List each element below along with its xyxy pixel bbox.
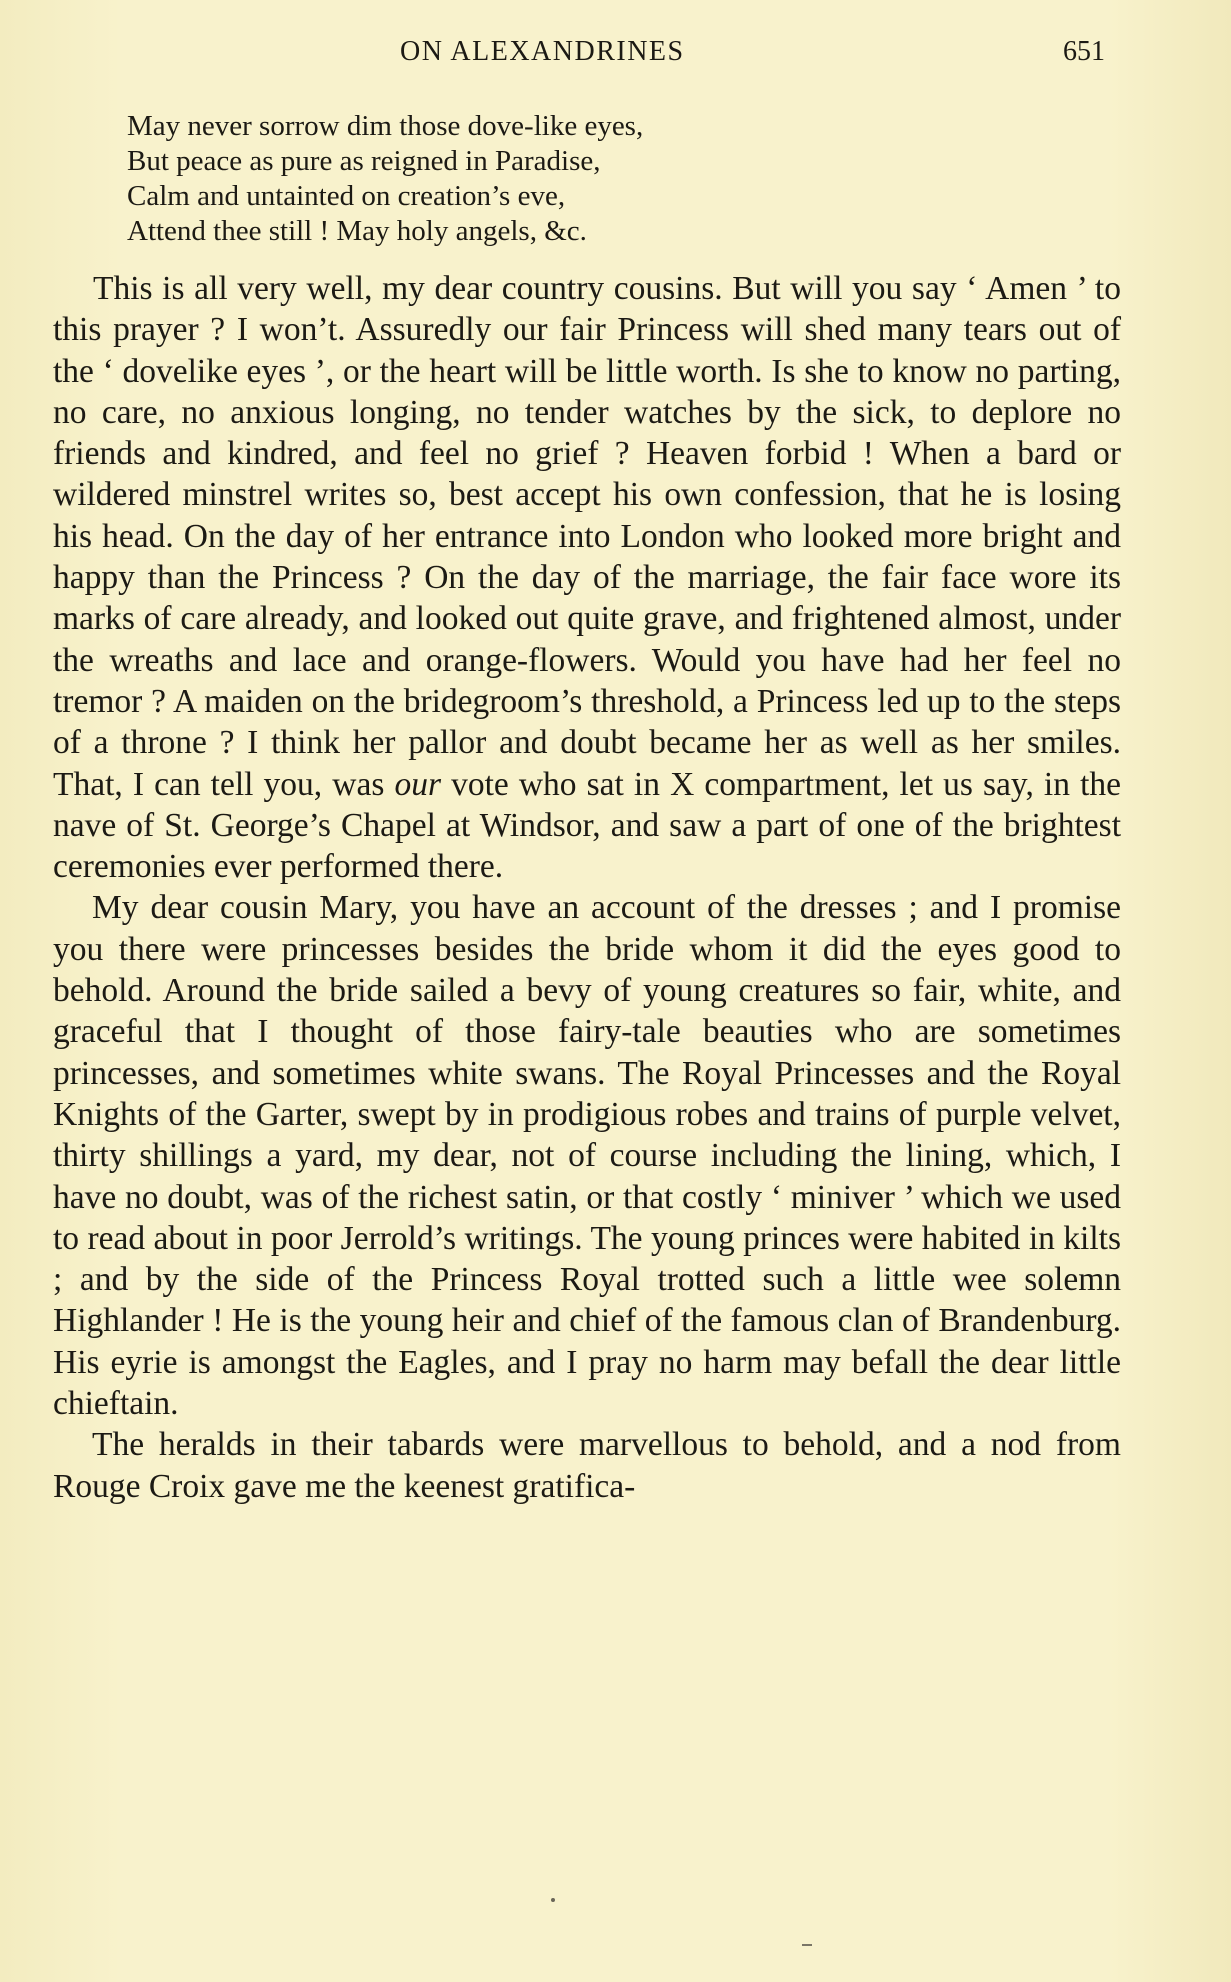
verse-line: But peace as pure as reigned in Paradise, bbox=[127, 145, 601, 177]
print-speck bbox=[802, 1944, 812, 1946]
verse-line: May never sorrow dim those dove-like eyes, bbox=[127, 110, 644, 142]
print-speck bbox=[551, 1898, 555, 1902]
page-number: 651 bbox=[1063, 36, 1105, 67]
verse-quotation bbox=[127, 109, 643, 249]
paragraph bbox=[53, 268, 1121, 887]
paragraph-text: This is all very well, my dear country cousins. But will you say ‘ Amen ’ to this prayer ? I won’t. Assuredly our fair Princess will shed many tears out of the ‘ dovelike eyes ’, or the heart will be little worth. Is she to know no parting, no care, no anxious longing, no tender watches by the sick, to deplore no friends and kindred, and feel no grief ? Heaven forbid ! When a bard or wildered minstrel writes so, best accept his own confession, that he is losing his head. On the day of her entrance into London who looked more bright and happy than the Princess ? On the day of the marriage, the fair face wore its marks of care already, and looked out quite grave, and frightened almost, under the wreaths and lace and orange-flowers. Would you have had her feel no tremor ? A maiden on the bridegroom’s threshold, a Princess led up to the steps of a throne ? I think her pallor and doubt became her as well as her smiles. That, I can tell you, was bbox=[53, 270, 1121, 803]
paragraph: My dear cousin Mary, you have an account of the dresses ; and I promise you there were princesses besides the bride whom it did the eyes good to behold. Around the bride sailed a bevy of young creatures so fair, white, and graceful that I thought of those fairy-tale beauties who are sometimes princesses, and sometimes white swans. The Royal Princesses and the Royal Knights of the Garter, swept by in prodigious robes and trains of purple velvet, thirty shillings a yard, my dear, not of course including the lining, which, I have no doubt, was of the richest satin, or that costly ‘ miniver ’ which we used to read about in poor Jerrold’s writings. The young princes were habited in kilts ; and by the side of the Princess Royal trotted such a little wee solemn Highlander ! He is the young heir and chief of the famous clan of Brandenburg. His eyrie is amongst the Eagles, and I pray no harm may befall the dear little chieftain. bbox=[53, 889, 1121, 1423]
verse-line: Attend thee still ! May holy angels, &c. bbox=[127, 215, 587, 247]
paragraph-text: vote who sat in X compartment, let us say, in the nave of St. George’s Chapel at Windsor, and saw a part of one of the brightest ceremonies ever performed there. bbox=[53, 765, 1121, 886]
emphasis-text: our bbox=[394, 765, 441, 803]
running-title: ON ALEXANDRINES bbox=[400, 36, 685, 67]
paragraph: The heralds in their tabards were marvellous to behold, and a nod from Rouge Croix gave me the keenest gratifica- bbox=[53, 1426, 1121, 1505]
verse-line: Calm and untainted on creation’s eve, bbox=[127, 180, 566, 212]
body-text bbox=[53, 268, 1121, 1507]
